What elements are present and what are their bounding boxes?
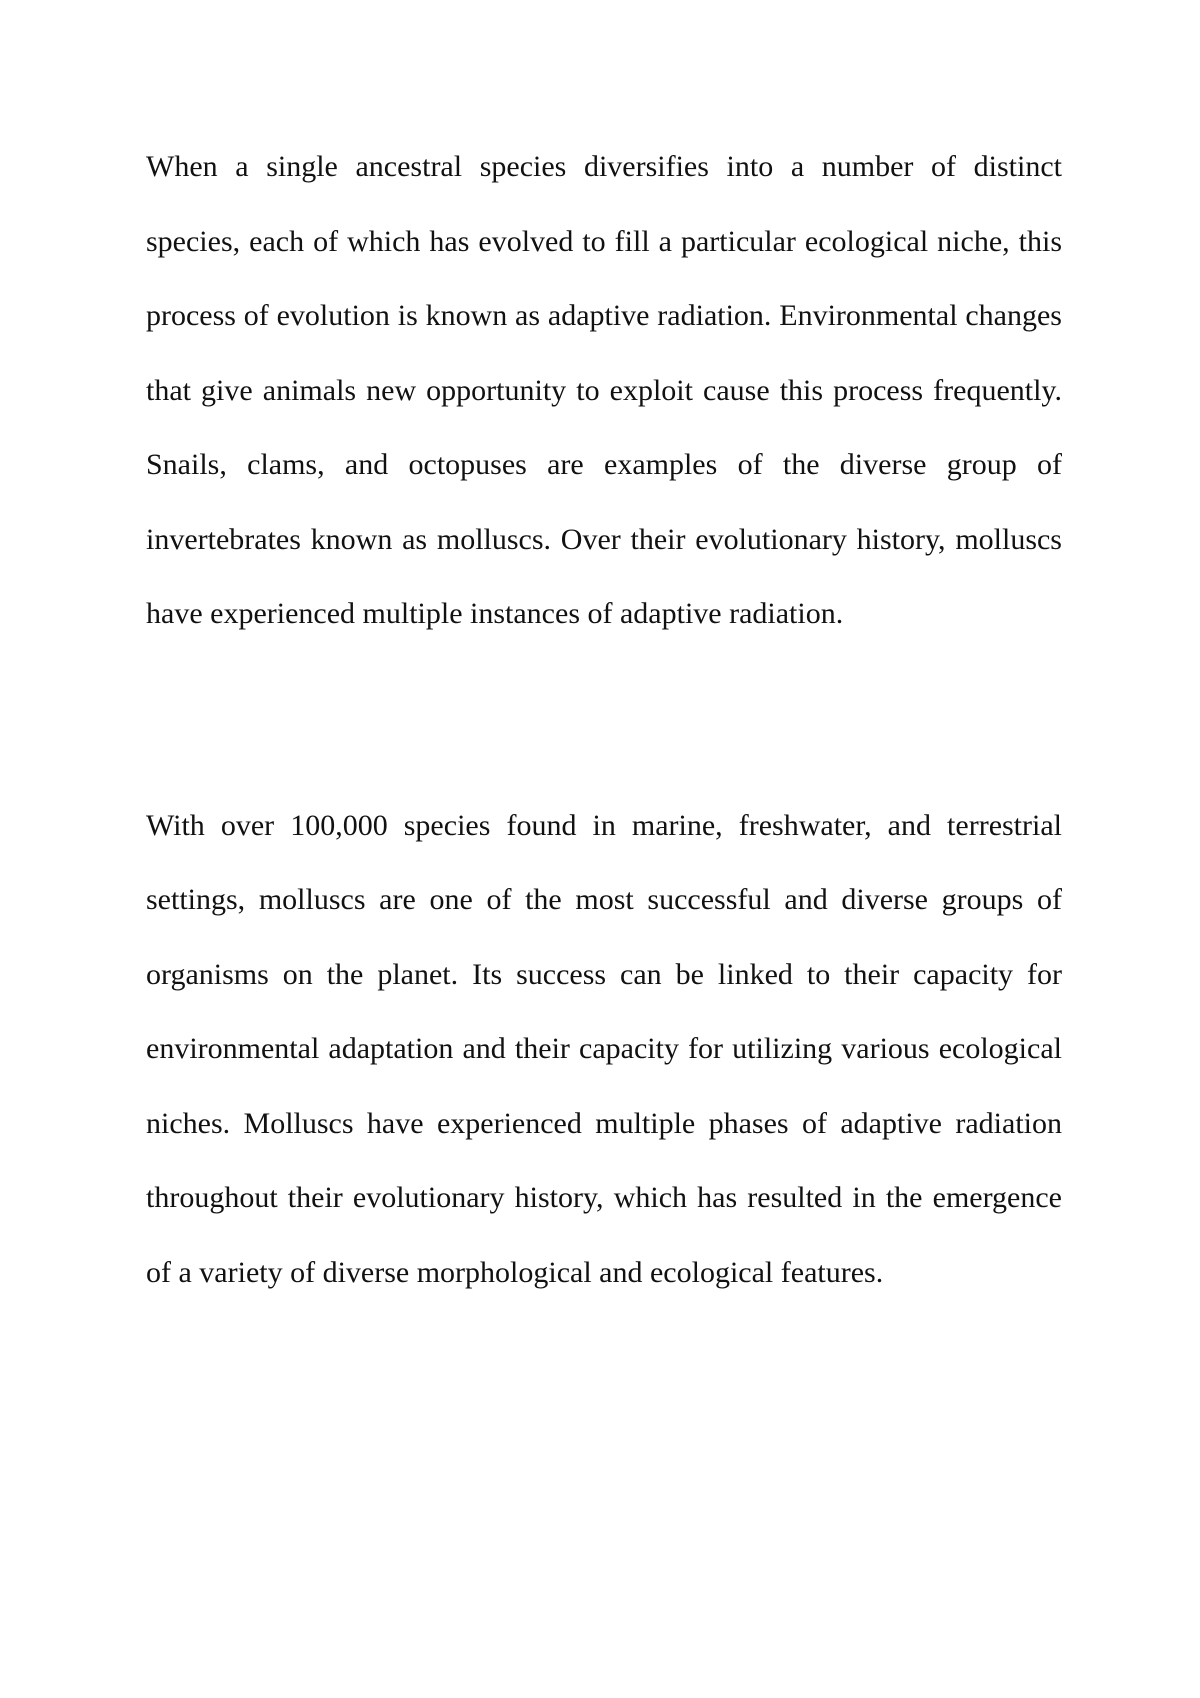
paragraph-adaptive-radiation: When a single ancestral species diversifies into a number of distinct species, each of which has evolved to fill a particular ecological niche, this process of evolution is known as adaptive radiation. Environmental changes that give animals new opportunity to exploit cause this process frequently. Snails, clams, and octopuses are examples of the diverse group of invertebrates known as molluscs. Over their evolutionary history, molluscs have experienced multiple instances of adaptive radiation. <box>146 150 1062 630</box>
paragraph-molluscs-diversity: With over 100,000 species found in marine, freshwater, and terrestrial settings, molluscs are one of the most successful and diverse groups of organisms on the planet. Its success can be linked to their capacity for environmental adaptation and their capacity for utilizing various ecological niches. Molluscs have experienced multiple phases of adaptive radiation throughout their evolutionary history, which has resulted in the emergence of a variety of diverse morphological and ecological features. <box>146 808 1062 1289</box>
document-body <box>146 130 1062 1310</box>
